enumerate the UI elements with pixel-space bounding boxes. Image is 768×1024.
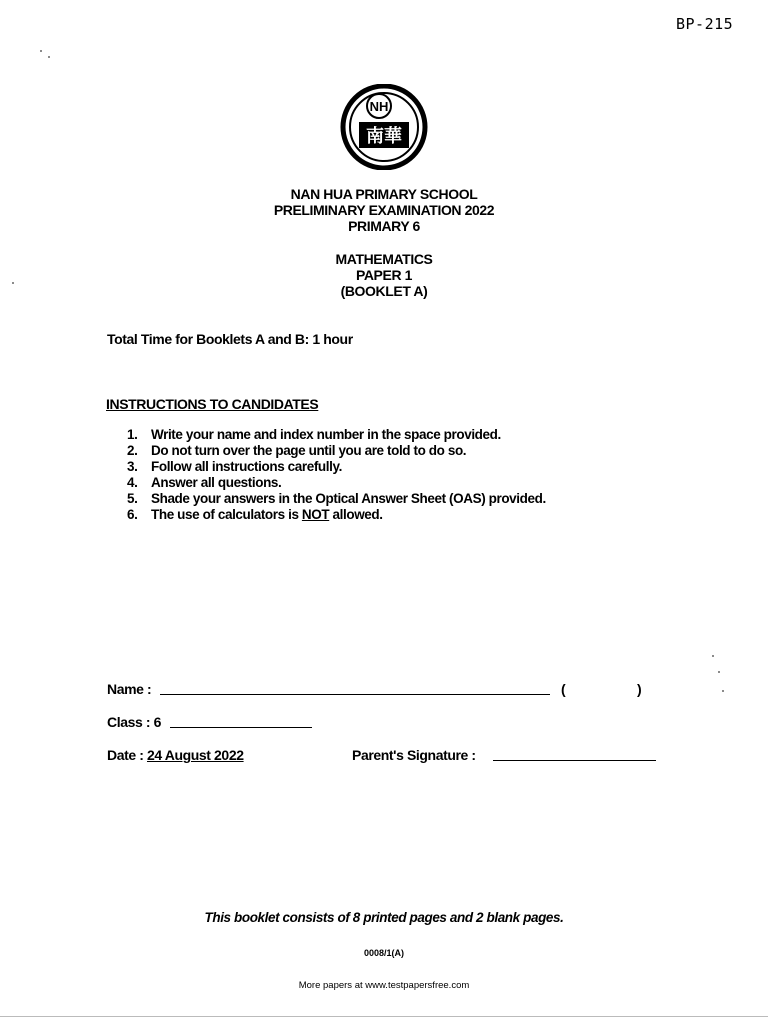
class-input-line[interactable] — [170, 727, 312, 728]
signature-input-line[interactable] — [493, 760, 656, 761]
scan-speck — [12, 282, 14, 284]
booklet: (BOOKLET A) — [340, 283, 428, 299]
index-open-paren: ( — [561, 681, 566, 697]
booklet-note: This booklet consists of 8 printed pages and 2 blank pages. — [204, 910, 564, 925]
name-input-line[interactable] — [160, 694, 550, 695]
scan-speck — [722, 690, 724, 692]
scan-speck — [718, 671, 720, 673]
logo-initials: NH — [369, 99, 389, 114]
index-close-paren: ) — [637, 681, 642, 697]
date-label: Date : — [107, 747, 147, 763]
class-label: Class : 6 — [107, 714, 161, 730]
instruction-item: 3. Follow all instructions carefully. — [127, 459, 342, 474]
exam-title: PRELIMINARY EXAMINATION 2022 — [273, 202, 495, 218]
paper-code: BP-215 — [676, 15, 734, 33]
name-label: Name : — [107, 681, 152, 697]
instruction-item: 2. Do not turn over the page until you are told to do so. — [127, 443, 467, 458]
scan-speck — [48, 56, 50, 58]
level: PRIMARY 6 — [348, 218, 420, 234]
school-name: NAN HUA PRIMARY SCHOOL — [290, 186, 478, 202]
paper: PAPER 1 — [355, 267, 413, 283]
page-bottom-edge — [0, 1016, 768, 1017]
instruction-item: 5. Shade your answers in the Optical Answer Sheet (OAS) provided. — [127, 491, 546, 506]
signature-label: Parent's Signature : — [352, 747, 476, 763]
instruction-item: 1. Write your name and index number in the space provided. — [127, 427, 501, 442]
scan-speck — [712, 655, 714, 657]
date-value: 24 August 2022 — [147, 747, 244, 763]
instructions-list — [127, 427, 546, 523]
scan-speck — [40, 50, 42, 52]
source-note: More papers at www.testpapersfree.com — [298, 980, 470, 991]
instructions-heading: INSTRUCTIONS TO CANDIDATES — [106, 396, 319, 412]
subject: MATHEMATICS — [335, 251, 433, 267]
logo-chinese: 南華 — [366, 126, 402, 147]
date-row — [107, 747, 244, 763]
instruction-item: 4. Answer all questions. — [127, 475, 282, 490]
page-ref: 0008/1(A) — [363, 948, 405, 958]
total-time: Total Time for Booklets A and B: 1 hour — [107, 331, 353, 347]
school-logo — [339, 84, 429, 170]
instruction-item: 6. The use of calculators is NOT allowed. — [127, 507, 383, 522]
